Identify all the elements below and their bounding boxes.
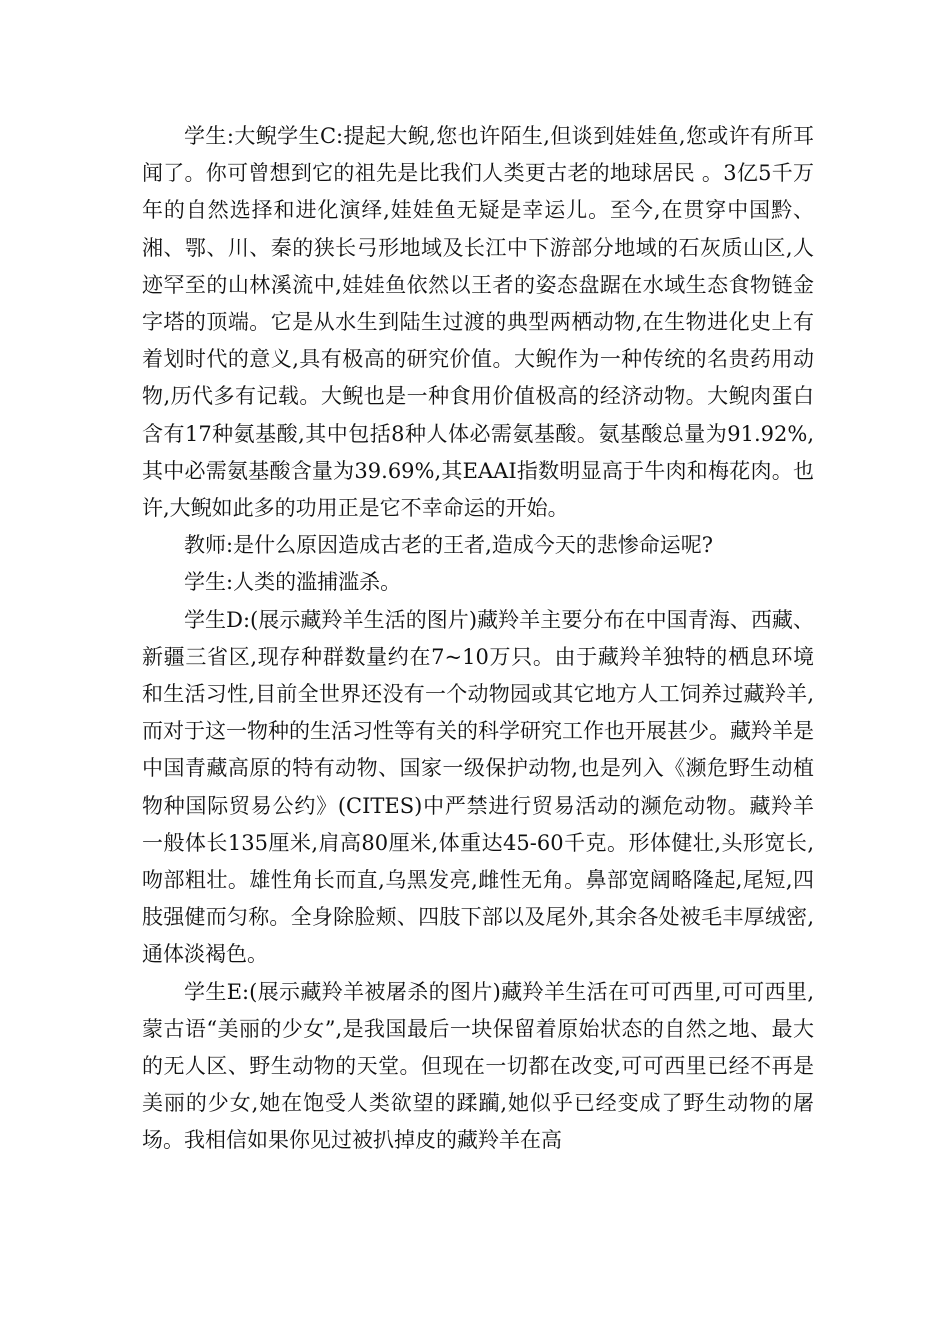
speaker-label: 学生:	[184, 570, 234, 595]
paragraph-teacher	[142, 527, 814, 564]
paragraph-text: (展示藏羚羊被屠杀的图片)藏羚羊生活在可可西里,可可西里,蒙古语“美丽的少女”,是我国最后一块保留着原始状态的自然之地、最大的无人区、野生动物的天堂。但现在一切都在改变,可可西里已经不再是美丽的少女,她在饱受人类欲望的蹂躏,她似乎已经变成了野生动物的屠场。我相信如果你见过被扒掉皮的藏羚羊在高	[142, 979, 815, 1153]
paragraph-student-e	[142, 974, 814, 1160]
paragraph-student-answer	[142, 564, 814, 601]
speaker-label: 教师:	[184, 533, 234, 558]
paragraph-student-d	[142, 602, 814, 974]
paragraph-student-c	[142, 118, 814, 527]
speaker-label: 学生E:	[184, 979, 250, 1004]
paragraph-text: 大鲵学生C:提起大鲵,您也许陌生,但谈到娃娃鱼,您或许有所耳闻了。你可曾想到它的祖先是比我们人类更古老的地球居民 。3亿5千万年的自然选择和进化演绎,娃娃鱼无疑是幸运儿。至今,在贯穿中国黔、湘、鄂、川、秦的狭长弓形地域及长江中下游部分地域的石灰质山区,人迹罕至的山林溪流中,娃娃鱼依然以王者的姿态盘踞在水域生态食物链金字塔的顶端。它是从水生到陆生过渡的典型两栖动物,在生物进化史上有着划时代的意义,具有极高的研究价值。大鲵作为一种传统的名贵药用动物,历代多有记载。大鲵也是一种食用价值极高的经济动物。大鲵肉蛋白含有17种氨基酸,其中包括8种人体必需氨基酸。氨基酸总量为91.92%,其中必需氨基酸含量为39.69%,其EAAI指数明显高于牛肉和梅花肉。也许,大鲵如此多的功用正是它不幸命运的开始。	[142, 124, 815, 521]
speaker-label: 学生D:	[184, 607, 251, 632]
paragraph-text: 人类的滥捕滥杀。	[233, 570, 402, 595]
paragraph-text: (展示藏羚羊生活的图片)藏羚羊主要分布在中国青海、西藏、新疆三省区,现存种群数量约在7~10万只。由于藏羚羊独特的栖息环境和生活习性,目前全世界还没有一个动物园或其它地方人工饲养过藏羚羊,而对于这一物种的生活习性等有关的科学研究工作也开展甚少。藏羚羊是中国青藏高原的特有动物、国家一级保护动物,也是列入《濒危野生动植物种国际贸易公约》(CITES)中严禁进行贸易活动的濒危动物。藏羚羊一般体长135厘米,肩高80厘米,体重达45-60千克。形体健壮,头形宽长,吻部粗壮。雄性角长而直,乌黑发亮,雌性无角。鼻部宽阔略隆起,尾短,四肢强健而匀称。全身除脸颊、四肢下部以及尾外,其余各处被毛丰厚绒密,通体淡褐色。	[142, 607, 814, 967]
body-text	[142, 118, 814, 1160]
speaker-label: 学生:	[184, 124, 234, 148]
paragraph-text: 是什么原因造成古老的王者,造成今天的悲惨命运呢?	[233, 533, 714, 558]
